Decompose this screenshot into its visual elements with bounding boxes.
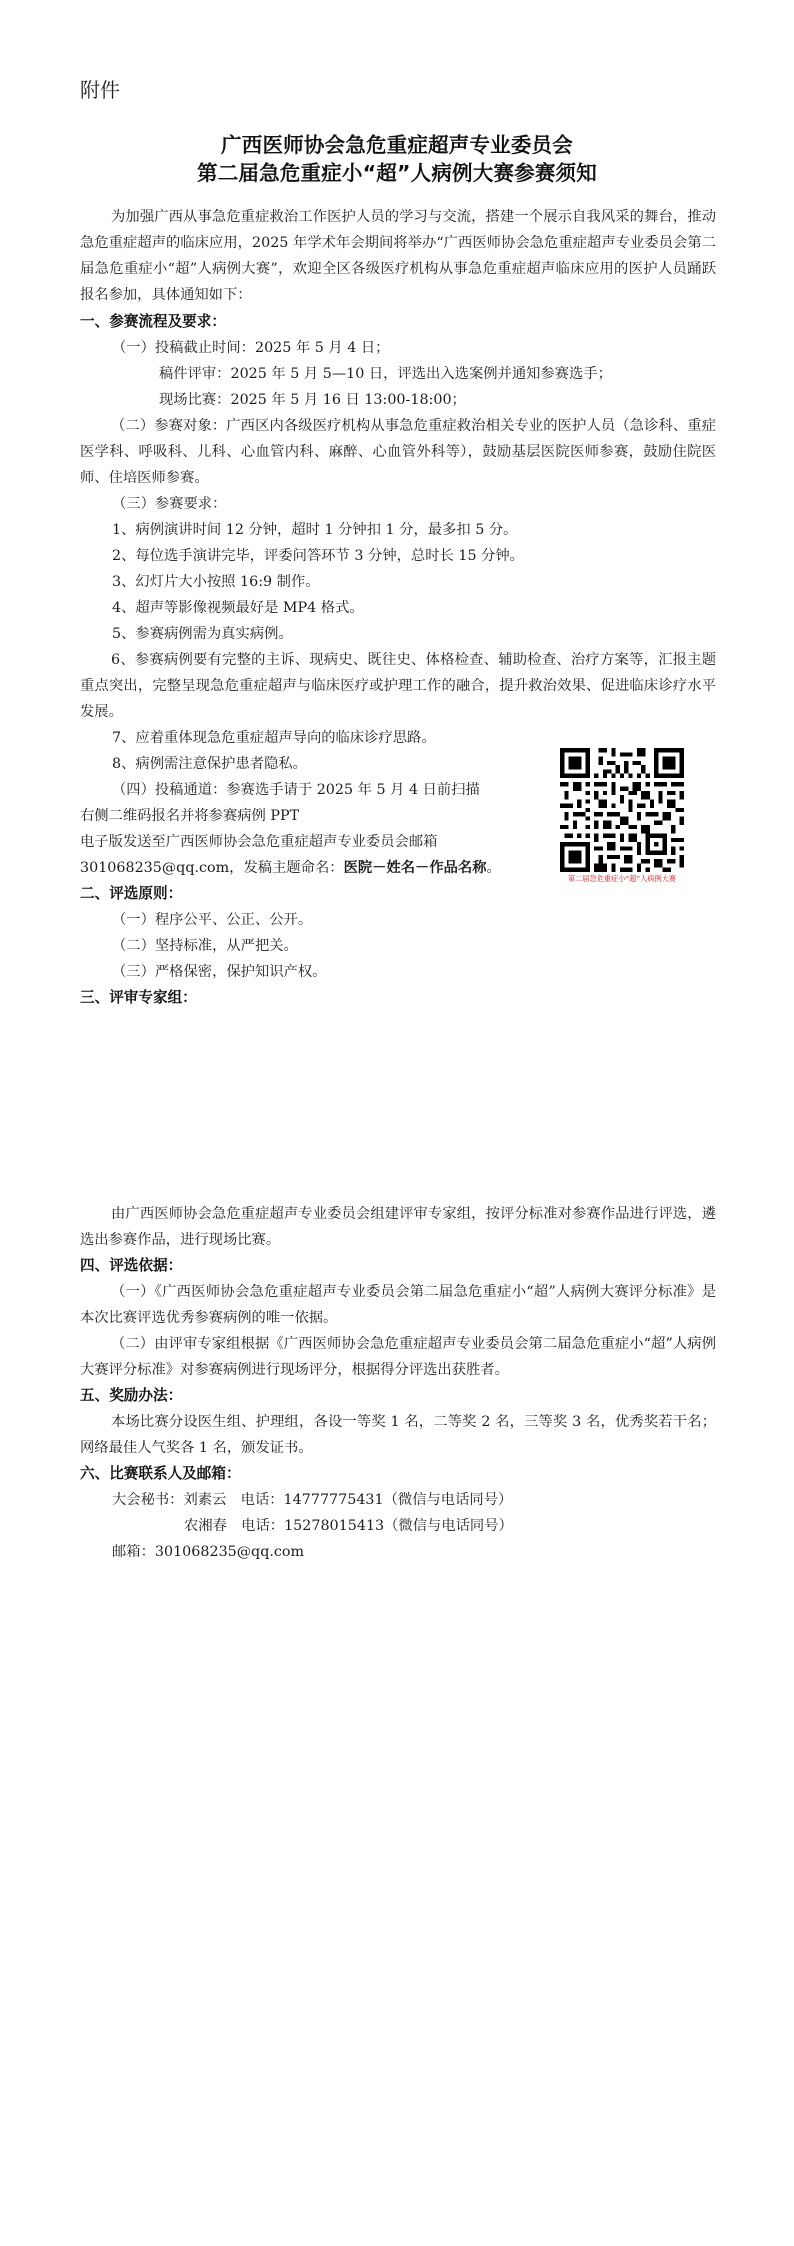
requirement-3: 3、幻灯片大小按照 16:9 制作。 — [112, 574, 320, 590]
section1-heading: 一、参赛流程及要求： — [80, 313, 226, 330]
qr-caption: 第二届急危重症小“超”人病例大赛 — [567, 874, 677, 883]
qr-code-image[interactable] — [560, 748, 684, 872]
requirement-1: 1、病例演讲时间 12 分钟，超时 1 分钟扣 1 分，最多扣 5 分。 — [112, 522, 518, 538]
review-line: 稿件评审：2025 年 5 月 5—10 日，评选出入选案例并通知参赛选手； — [159, 366, 612, 382]
requirement-4: 4、超声等影像视频最好是 MP4 格式。 — [112, 600, 364, 616]
intro-paragraph: 为加强广西从事急危重症救治工作医护人员的学习与交流，搭建一个展示自我风采的舞台，推动急危重症超声的临床应用，2025 年学术年会期间将举办“广西医师协会急危重症超声专业委员会第二届急危重症小“超”人病例大赛”，欢迎全区各级医疗机构从事急危重症超声临床应用的医护人员踊跃报名参加，具体通知如下： — [80, 209, 716, 303]
channel-line2: 右侧二维码报名并将参赛病例 PPT — [80, 808, 300, 824]
basis-1: （一）《广西医师协会急危重症超声专业委员会第二届急危重症小“超”人病例大赛评分标准》是本次比赛评选优秀参赛病例的唯一依据。 — [80, 1284, 716, 1326]
deadline-line: （一）投稿截止时间：2025 年 5 月 4 日； — [112, 340, 390, 356]
basis-2: （二）由评审专家组根据《广西医师协会急危重症超声专业委员会第二届急危重症小“超”人病例大赛评分标准》对参赛病例进行现场评分，根据得分评选出获胜者。 — [80, 1336, 716, 1378]
principle-3: （三）严格保密，保护知识产权。 — [112, 964, 327, 980]
principle-2: （二）坚持标准，从严把关。 — [112, 938, 298, 954]
attachment-label: 附件 — [80, 78, 120, 102]
awards-paragraph: 本场比赛分设医生组、护理组，各设一等奖 1 名，二等奖 2 名，三等奖 3 名，优秀奖若干名；网络最佳人气奖各 1 名，颁发证书。 — [80, 1414, 716, 1456]
contact-1: 大会秘书：刘素云 电话：14777775431（微信与电话同号） — [112, 1492, 513, 1508]
document-title-line1: 广西医师协会急危重症超声专业委员会 — [221, 133, 573, 157]
channel-line1: （四）投稿通道：参赛选手请于 2025 年 5 月 4 日前扫描 — [112, 782, 480, 798]
requirement-6: 6、参赛病例要有完整的主诉、现病史、既往史、体格检查、辅助检查、治疗方案等，汇报主题重点突出，完整呈现急危重症超声与临床医疗或护理工作的融合，提升救治效果、促进临床诊疗水平发展。 — [80, 652, 716, 720]
registration-qr[interactable] — [558, 748, 686, 884]
onsite-line: 现场比赛：2025 年 5 月 16 日 13:00-18:00； — [159, 392, 466, 408]
requirement-7: 7、应着重体现急危重症超声导向的临床诊疗思路。 — [112, 730, 436, 746]
section3-heading: 三、评审专家组： — [80, 989, 197, 1006]
requirement-8: 8、病例需注意保护患者隐私。 — [112, 756, 307, 772]
channel-line4 — [80, 855, 501, 881]
requirements-heading: （三）参赛要求： — [112, 496, 227, 512]
naming-format: 医院－姓名－作品名称 — [343, 860, 487, 876]
document-title-line2: 第二届急危重症小“超”人病例大赛参赛须知 — [197, 161, 597, 185]
participants-paragraph: （二）参赛对象：广西区内各级医疗机构从事急危重症救治相关专业的医护人员（急诊科、重症医学科、呼吸科、儿科、心血管内科、麻醉、心血管外科等），鼓励基层医院医师参赛，鼓励住院医师、住培医师参赛。 — [80, 418, 716, 486]
contact-2: 农湘春 电话：15278015413（微信与电话同号） — [184, 1518, 513, 1534]
contact-email-inline: 301068235@qq.com，发稿主题命名： — [80, 860, 344, 876]
channel-line3: 电子版发送至广西医师协会急危重症超声专业委员会邮箱 — [80, 834, 438, 850]
contact-email: 邮箱：301068235@qq.com — [112, 1544, 305, 1560]
section5-heading: 五、奖励办法： — [80, 1387, 183, 1404]
section6-heading: 六、比赛联系人及邮箱： — [80, 1465, 241, 1482]
section3-body: 由广西医师协会急危重症超声专业委员会组建评审专家组，按评分标准对参赛作品进行评选，遴选出参赛作品，进行现场比赛。 — [80, 1206, 716, 1248]
requirement-2: 2、每位选手演讲完毕，评委问答环节 3 分钟，总时长 15 分钟。 — [112, 548, 524, 564]
channel-line4-end: 。 — [486, 860, 501, 876]
section2-heading: 二、评选原则： — [80, 885, 183, 902]
principle-1: （一）程序公平、公正、公开。 — [112, 912, 313, 928]
requirement-5: 5、参赛病例需为真实病例。 — [112, 626, 293, 642]
section4-heading: 四、评选依据： — [80, 1257, 183, 1274]
